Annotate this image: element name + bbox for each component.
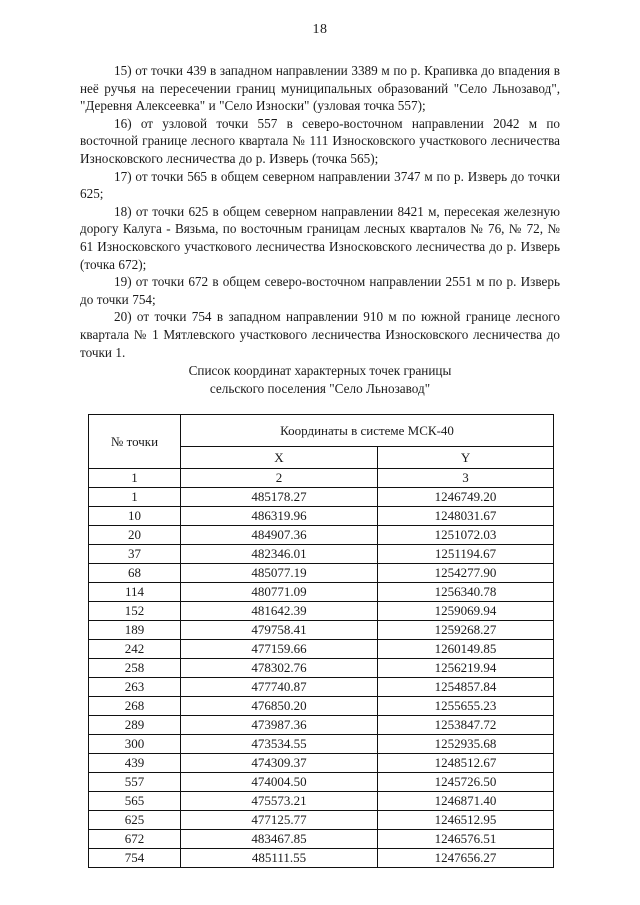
table-row [89, 507, 554, 526]
column-number-2: 2 [181, 469, 378, 488]
paragraph-18: 18) от точки 625 в общем северном направлении 8421 м, пересекая железную дорогу Калуга - Вязьма, по восточным границам лесных кварталов № 76, № 72, № 61 Износковского участкового лесничества Износковского лесничества до р. Изверь (точка 672); [80, 203, 560, 272]
cell-x: 476850.20 [181, 697, 378, 716]
cell-point: 754 [89, 849, 181, 868]
cell-y: 1259069.94 [378, 602, 554, 621]
cell-x: 482346.01 [181, 545, 378, 564]
table-title-line-1: Список координат характерных точек границы [188, 363, 452, 378]
cell-y: 1246576.51 [378, 830, 554, 849]
cell-y: 1256340.78 [378, 583, 554, 602]
paragraph-17: 17) от точки 565 в общем северном направлении 3747 м по р. Изверь до точки 625; [80, 168, 560, 202]
cell-x: 473534.55 [181, 735, 378, 754]
table-row [89, 735, 554, 754]
cell-y: 1252935.68 [378, 735, 554, 754]
cell-point: 37 [89, 545, 181, 564]
table-title [0, 362, 640, 397]
header-x: X [181, 447, 378, 469]
cell-x: 480771.09 [181, 583, 378, 602]
cell-y: 1254857.84 [378, 678, 554, 697]
cell-point: 114 [89, 583, 181, 602]
cell-point: 189 [89, 621, 181, 640]
coordinates-table [88, 414, 554, 868]
cell-y: 1248031.67 [378, 507, 554, 526]
body-text-block [80, 62, 560, 361]
table-row [89, 792, 554, 811]
cell-x: 483467.85 [181, 830, 378, 849]
page-number: 18 [312, 22, 328, 37]
table-row [89, 830, 554, 849]
table-row [89, 697, 554, 716]
cell-x: 474004.50 [181, 773, 378, 792]
cell-point: 289 [89, 716, 181, 735]
table-row [89, 754, 554, 773]
coordinates-table-wrapper [88, 414, 553, 868]
table-row [89, 602, 554, 621]
paragraph-19: 19) от точки 672 в общем северо-восточном направлении 2551 м по р. Изверь до точки 754; [80, 274, 560, 307]
cell-x: 477740.87 [181, 678, 378, 697]
table-row [89, 545, 554, 564]
column-number-1: 1 [89, 469, 181, 488]
cell-y: 1255655.23 [378, 697, 554, 716]
table-row [89, 773, 554, 792]
cell-point: 672 [89, 830, 181, 849]
cell-y: 1253847.72 [378, 716, 554, 735]
cell-x: 473987.36 [181, 716, 378, 735]
cell-point: 152 [89, 602, 181, 621]
header-coordinate-system: Координаты в системе МСК-40 [181, 415, 554, 447]
cell-x: 485077.19 [181, 564, 378, 583]
paragraph-20: 20) от точки 754 в западном направлении 910 м по южной границе лесного квартала № 1 Мятлевского участкового лесничества Износковского лесничества до точки 1. [80, 309, 560, 360]
cell-point: 1 [89, 488, 181, 507]
cell-x: 478302.76 [181, 659, 378, 678]
cell-point: 439 [89, 754, 181, 773]
cell-point: 20 [89, 526, 181, 545]
cell-point: 625 [89, 811, 181, 830]
cell-x: 477125.77 [181, 811, 378, 830]
cell-x: 486319.96 [181, 507, 378, 526]
cell-x: 485178.27 [181, 488, 378, 507]
cell-x: 479758.41 [181, 621, 378, 640]
cell-point: 68 [89, 564, 181, 583]
column-number-3: 3 [378, 469, 554, 488]
table-head [89, 415, 554, 469]
cell-y: 1247656.27 [378, 849, 554, 868]
cell-y: 1246512.95 [378, 811, 554, 830]
cell-x: 474309.37 [181, 754, 378, 773]
table-row [89, 678, 554, 697]
table-column-number-row [89, 469, 554, 488]
cell-x: 485111.55 [181, 849, 378, 868]
table-title-line-2: сельского поселения "Село Льнозавод" [209, 380, 431, 396]
cell-y: 1254277.90 [378, 564, 554, 583]
cell-point: 242 [89, 640, 181, 659]
cell-y: 1246871.40 [378, 792, 554, 811]
table-body [89, 469, 554, 868]
cell-x: 475573.21 [181, 792, 378, 811]
cell-x: 481642.39 [181, 602, 378, 621]
cell-y: 1245726.50 [378, 773, 554, 792]
table-row [89, 659, 554, 678]
table-row [89, 564, 554, 583]
cell-y: 1256219.94 [378, 659, 554, 678]
paragraph-16: 16) от узловой точки 557 в северо-восточном направлении 2042 м по восточной границе лесного квартала № 111 Износковского участкового лесничества Износковского лесничества до р. Изверь (точка 565); [80, 115, 560, 166]
table-row [89, 583, 554, 602]
cell-point: 258 [89, 659, 181, 678]
cell-y: 1248512.67 [378, 754, 554, 773]
header-point-number: № точки [89, 415, 181, 469]
table-row [89, 716, 554, 735]
cell-y: 1259268.27 [378, 621, 554, 640]
cell-y: 1246749.20 [378, 488, 554, 507]
cell-point: 300 [89, 735, 181, 754]
paragraph-15: 15) от точки 439 в западном направлении 3389 м по р. Крапивка до впадения в неё ручья на пересечении границ муниципальных образований "Село Льнозавод", "Деревня Алексеевка" и "Село Износки" (узловая точка 557); [80, 63, 560, 114]
cell-y: 1251072.03 [378, 526, 554, 545]
cell-x: 484907.36 [181, 526, 378, 545]
cell-point: 268 [89, 697, 181, 716]
table-row [89, 811, 554, 830]
table-row [89, 849, 554, 868]
table-row [89, 621, 554, 640]
cell-y: 1251194.67 [378, 545, 554, 564]
cell-point: 565 [89, 792, 181, 811]
cell-point: 263 [89, 678, 181, 697]
cell-x: 477159.66 [181, 640, 378, 659]
cell-point: 557 [89, 773, 181, 792]
cell-point: 10 [89, 507, 181, 526]
table-header-row-1 [89, 415, 554, 447]
header-y: Y [378, 447, 554, 469]
table-row [89, 640, 554, 659]
table-row [89, 526, 554, 545]
table-row [89, 488, 554, 507]
cell-y: 1260149.85 [378, 640, 554, 659]
